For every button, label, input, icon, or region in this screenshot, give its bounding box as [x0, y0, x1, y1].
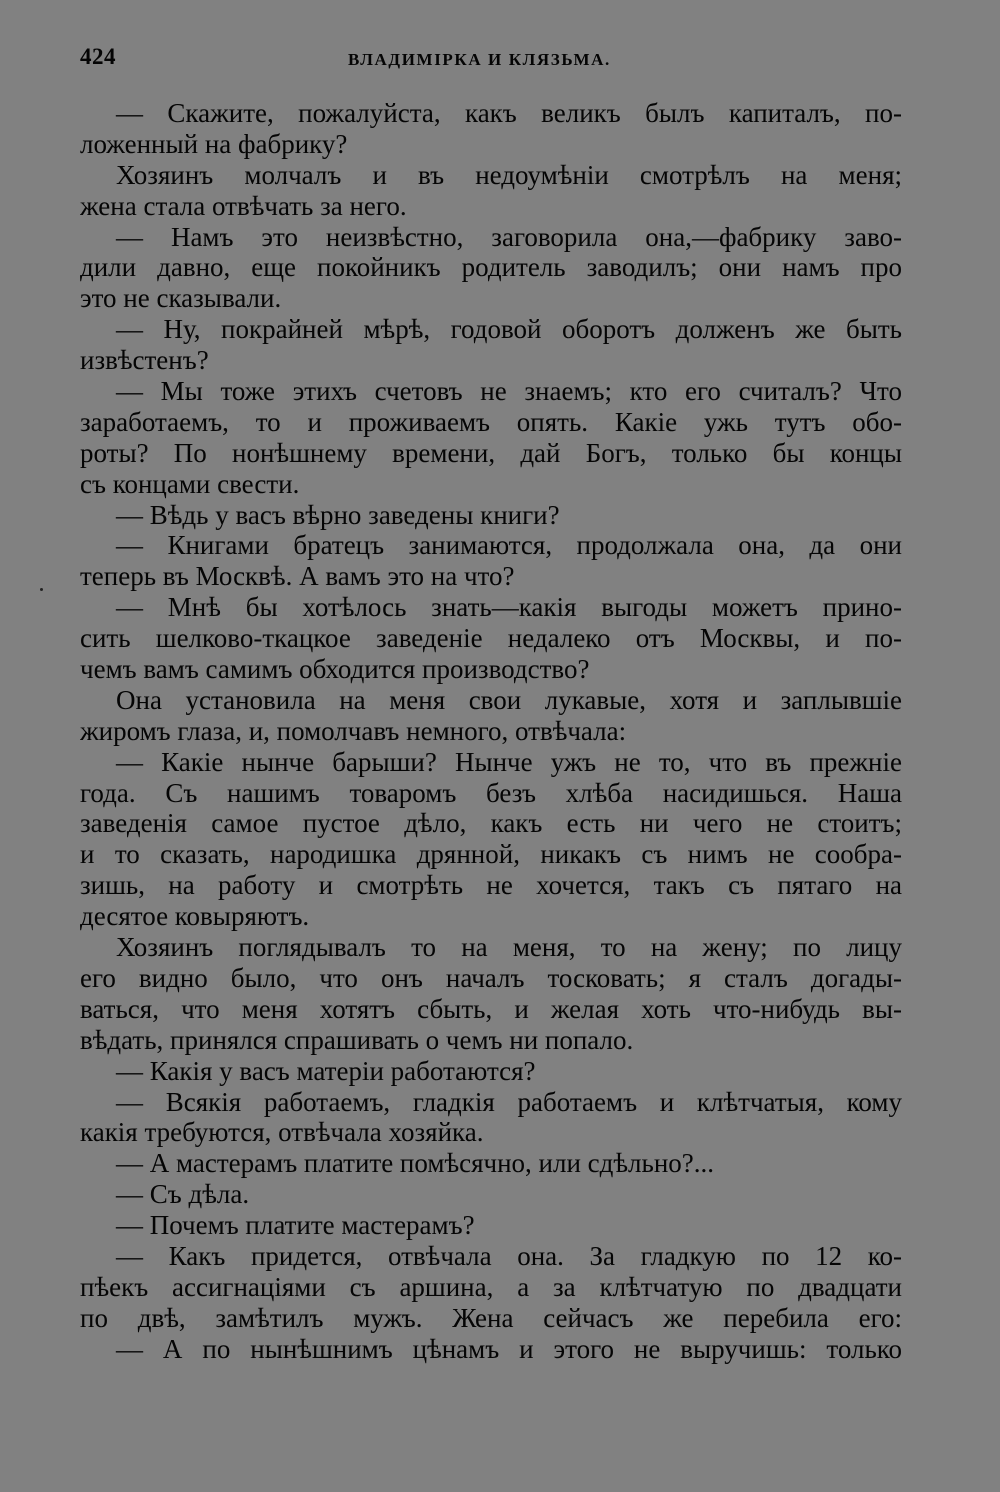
- text-line: роты? По нонѣшнему времени, дай Богъ, только бы концы: [80, 437, 902, 468]
- text-line: — Какіе нынче барыши? Нынче ужъ не то, что въ прежніе: [116, 746, 902, 777]
- text-line: — А мастерамъ платите помѣсячно, или сдѣльно?...: [116, 1148, 715, 1179]
- text-line: заработаемъ, то и проживаемъ опять. Какіе ужь тутъ обо-: [80, 406, 902, 437]
- text-line: жена стала отвѣчать за него.: [80, 190, 407, 221]
- text-line: десятое ковыряютъ.: [80, 901, 310, 932]
- text-line: чемъ вамъ самимъ обходится производство?: [80, 654, 590, 685]
- running-head: ВЛАДИМІРКА И КЛЯЗЬМА.: [348, 50, 611, 69]
- text-line: — Мнѣ бы хотѣлось знать—какія выгоды можетъ прино-: [116, 592, 902, 623]
- body-text: [80, 98, 902, 1365]
- text-line: вѣдать, принялся спрашивать о чемъ ни попало.: [80, 1024, 634, 1055]
- text-line: — Мы тоже этихъ счетовъ не знаемъ; кто его считалъ? Что: [116, 376, 902, 407]
- page-header: [80, 44, 902, 78]
- text-line: — Ну, покрайней мѣрѣ, годовой оборотъ долженъ же быть: [116, 314, 902, 345]
- text-line: это не сказывали.: [80, 283, 282, 314]
- text-line: теперь въ Москвѣ. А вамъ это на что?: [80, 561, 515, 592]
- text-line: сить шелково-ткацкое заведеніе недалеко отъ Москвы, и по-: [80, 623, 902, 654]
- text-line: — Вѣдь у васъ вѣрно заведены книги?: [116, 499, 560, 530]
- text-line: — Какія у васъ матеріи работаются?: [116, 1055, 536, 1086]
- text-line: — Съ дѣла.: [116, 1179, 250, 1210]
- text-line: съ концами свести.: [80, 468, 300, 499]
- page-number: 424: [80, 44, 116, 69]
- text-line: ваться, что меня хотятъ сбыть, и желая хоть что-нибудь вы-: [80, 993, 902, 1024]
- text-line: жиромъ глаза, и, помолчавъ немного, отвѣчала:: [80, 715, 627, 746]
- text-line: его видно было, что онъ началъ тосковать; я сталъ догады-: [80, 962, 902, 993]
- text-line: — Скажите, пожалуйста, какъ великъ былъ капиталъ, по-: [116, 98, 902, 128]
- text-line: ложенный на фабрику?: [80, 128, 348, 159]
- text-line: по двѣ, замѣтилъ мужъ. Жена сейчасъ же перебила его:: [80, 1302, 902, 1333]
- text-line: дили давно, еще покойникъ родитель заводилъ; они намъ про: [80, 252, 902, 283]
- text-line: — Какъ придется, отвѣчала она. За гладкую по 12 ко-: [116, 1240, 902, 1271]
- text-line: — А по нынѣшнимъ цѣнамъ и этого не выручишь: только: [116, 1333, 902, 1364]
- text-line: — Всякія работаемъ, гладкія работаемъ и клѣтчатыя, кому: [116, 1086, 902, 1117]
- text-line: года. Съ нашимъ товаромъ безъ хлѣба насидишься. Наша: [80, 777, 902, 808]
- text-line: заведенія самое пустое дѣло, какъ есть ни чего не стоитъ;: [80, 808, 902, 839]
- text-line: — Почемъ платите мастерамъ?: [116, 1210, 475, 1241]
- text-line: — Намъ это неизвѣстно, заговорила она,—фабрику заво-: [116, 221, 902, 252]
- text-line: Хозяинъ молчалъ и въ недоумѣніи смотрѣлъ на меня;: [116, 159, 902, 190]
- text-line: и то сказать, народишка дрянной, никакъ съ нимъ не сообра-: [80, 839, 902, 870]
- text-line: пѣекъ ассигнаціями съ аршина, а за клѣтчатую по двадцати: [80, 1271, 902, 1302]
- text-line: Она установила на меня свои лукавые, хотя и заплывшіе: [116, 684, 902, 715]
- text-line: извѣстенъ?: [80, 345, 209, 376]
- text-line: — Книгами братецъ занимаются, продолжала она, да они: [116, 530, 902, 561]
- stray-ink-mark: [40, 588, 43, 591]
- text-line: зишь, на работу и смотрѣть не хочется, такъ съ пятаго на: [80, 870, 902, 901]
- text-line: Хозяинъ поглядывалъ то на меня, то на жену; по лицу: [116, 932, 902, 963]
- text-line: какія требуются, отвѣчала хозяйка.: [80, 1117, 484, 1148]
